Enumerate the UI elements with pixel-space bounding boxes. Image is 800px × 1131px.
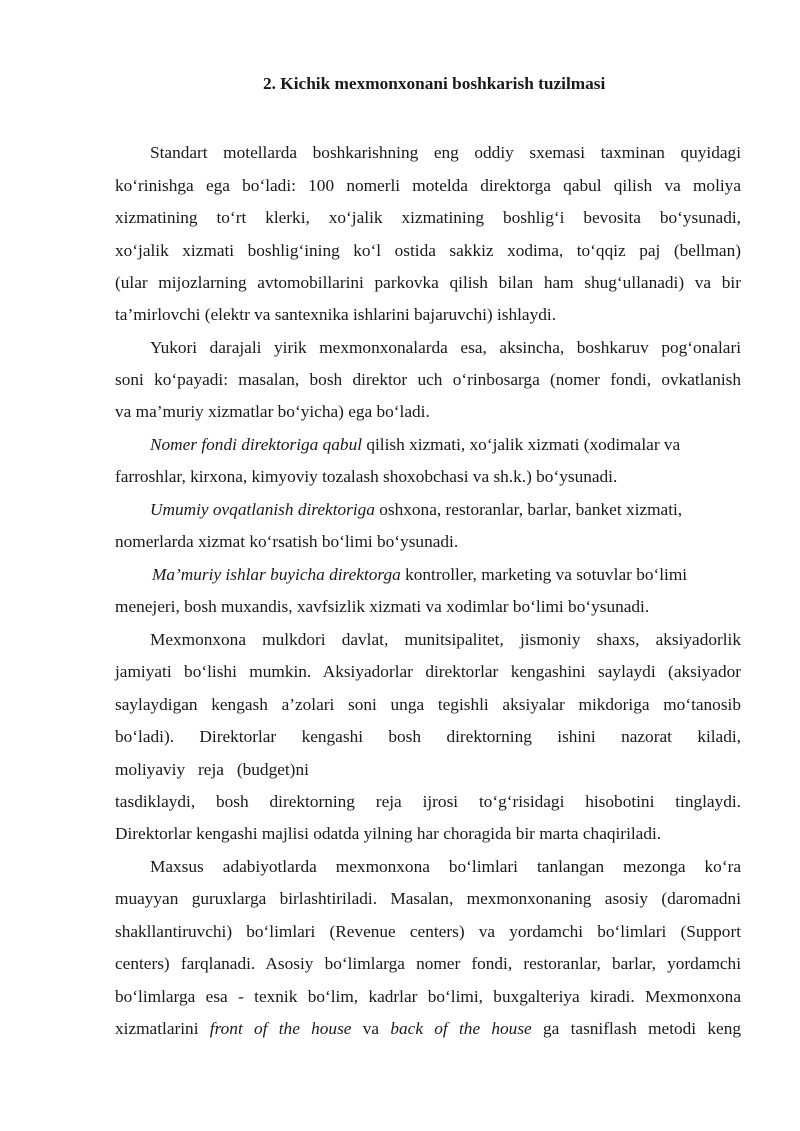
paragraph-line: va ma’muriy xizmatlar bo‘yicha) ega bo‘ladi. (115, 402, 430, 421)
paragraph-text: kontroller, marketing va sotuvlar bo‘limi (400, 565, 688, 584)
paragraph-line: saylaydigan kengash a’zolari soni unga tegishli aksiyalar mikdoriga mo‘tanosib (115, 695, 741, 714)
italic-term: Ma’muriy ishlar buyicha direktorga (152, 565, 401, 584)
paragraph-line: (ular mijozlarning avtomobillarini parkovka qilish bilan ham shug‘ullanadi) va bir (115, 273, 741, 292)
paragraph-line: farroshlar, kirxona, kimyoviy tozalash shoxobchasi va sh.k.) bo‘ysunadi. (115, 467, 618, 486)
italic-term: front of the house (209, 1019, 352, 1038)
paragraph-text: va (351, 1019, 391, 1038)
italic-term: Nomer fondi direktoriga qabul (150, 435, 363, 454)
paragraph-line: nomerlarda xizmat ko‘rsatish bo‘limi bo‘ysunadi. (115, 532, 459, 551)
paragraph-line: muayyan guruxlarga birlashtiriladi. Masalan, mexmonxonaning asosiy (daromadni (115, 889, 741, 908)
paragraph-text: oshxona, restoranlar, barlar, banket xizmati, (374, 500, 683, 519)
paragraph-line: moliyaviy reja (budget)ni (115, 760, 309, 779)
paragraph-line: Mexmonxona mulkdori davlat, munitsipalitet, jismoniy shaxs, aksiyadorlik (150, 630, 741, 649)
paragraph-line (152, 565, 741, 585)
paragraph-line: bo‘limlarga esa - texnik bo‘lim, kadrlar bo‘limi, buxgalteriya kiradi. Mexmonxona (115, 987, 741, 1006)
paragraph-line: xo‘jalik xizmati boshlig‘ining ko‘l ostida sakkiz xodima, to‘qqiz paj (bellman) (115, 241, 741, 260)
paragraph-text: qilish xizmati, xo‘jalik xizmati (xodimalar va (362, 435, 681, 454)
section-heading: 2. Kichik mexmonxonani boshkarish tuzilmasi (263, 74, 606, 93)
italic-term: Umumiy ovqatlanish direktoriga (150, 500, 375, 519)
paragraph-text: ga tasniflash metodi keng (531, 1019, 741, 1038)
paragraph-line: xizmatining to‘rt klerki, xo‘jalik xizmatining boshlig‘i bevosita bo‘ysunadi, (115, 208, 741, 227)
paragraph-line: ko‘rinishga ega bo‘ladi: 100 nomerli motelda direktorga qabul qilish va moliya (115, 176, 741, 195)
paragraph-line: Maxsus adabiyotlarda mexmonxona bo‘limlari tanlangan mezonga ko‘ra (150, 857, 741, 876)
paragraph-line: Direktorlar kengashi majlisi odatda yilning har choragida bir marta chaqiriladi. (115, 824, 662, 843)
paragraph-line: Standart motellarda boshkarishning eng oddiy sxemasi taxminan quyidagi (150, 143, 741, 162)
paragraph-line: soni ko‘payadi: masalan, bosh direktor uch o‘rinbosarga (nomer fondi, ovkatlanish (115, 370, 741, 389)
paragraph-line (150, 500, 741, 520)
paragraph-line: Yukori darajali yirik mexmonxonalarda esa, aksincha, boshkaruv pog‘onalari (150, 338, 741, 357)
paragraph-line: centers) farqlanadi. Asosiy bo‘limlarga nomer fondi, restoranlar, barlar, yordamchi (115, 954, 741, 973)
paragraph-line: jamiyati bo‘lishi mumkin. Aksiyadorlar direktorlar kengashini saylaydi (aksiyador (115, 662, 741, 681)
paragraph-line: shakllantiruvchi) bo‘limlari (Revenue centers) va yordamchi bo‘limlari (Support (115, 922, 741, 941)
paragraph-line (115, 1019, 741, 1039)
paragraph-line: ta’mirlovchi (elektr va santexnika ishlarini bajaruvchi) ishlaydi. (115, 305, 557, 324)
paragraph-line: bo‘ladi). Direktorlar kengashi bosh direktorning ishini nazorat kiladi, (115, 727, 741, 746)
paragraph-text: xizmatlarini (115, 1019, 210, 1038)
paragraph-line: menejeri, bosh muxandis, xavfsizlik xizmati va xodimlar bo‘limi bo‘ysunadi. (115, 597, 650, 616)
paragraph-line (150, 435, 741, 455)
paragraph-line: tasdiklaydi, bosh direktorning reja ijrosi to‘g‘risidagi hisobotini tinglaydi. (115, 792, 741, 811)
italic-term: back of the house (390, 1019, 532, 1038)
